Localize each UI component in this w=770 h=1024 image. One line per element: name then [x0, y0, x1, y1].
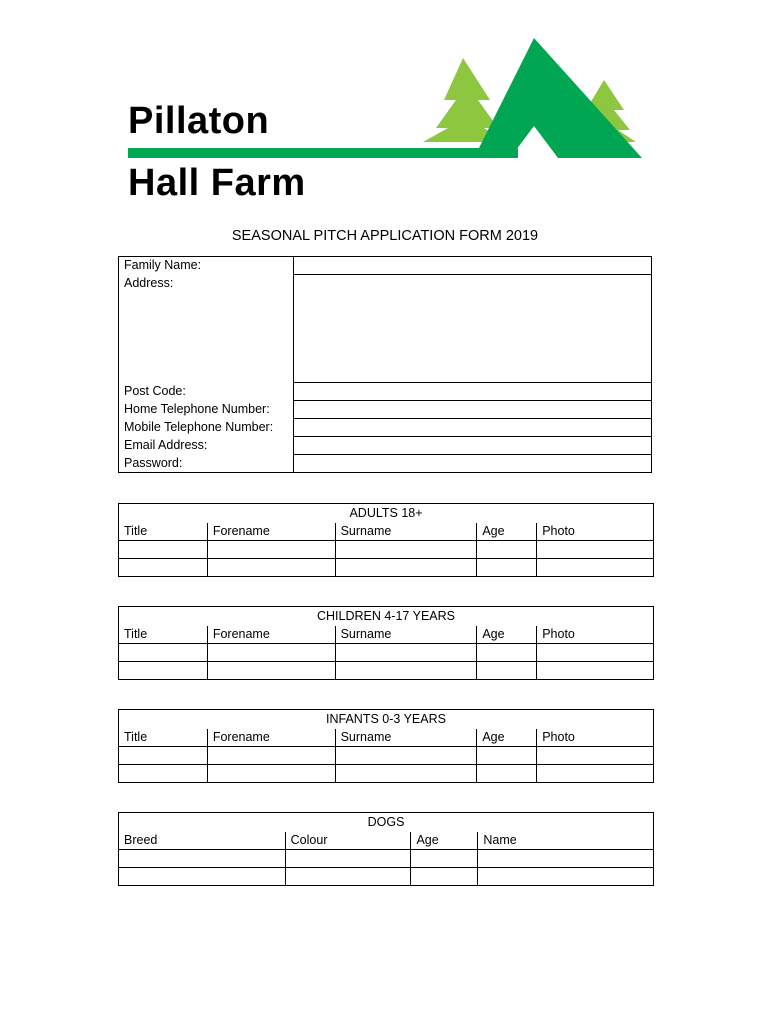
input-cell[interactable]	[119, 559, 208, 577]
post-code-field[interactable]	[294, 383, 652, 401]
input-cell[interactable]	[477, 644, 537, 662]
column-header: Name	[478, 832, 654, 850]
logo-text-line2: Hall Farm	[128, 162, 306, 204]
table-row	[119, 747, 654, 765]
input-cell[interactable]	[477, 559, 537, 577]
contact-details-table	[118, 256, 652, 473]
input-cell[interactable]	[119, 868, 286, 886]
input-cell[interactable]	[207, 644, 335, 662]
children-table	[118, 606, 654, 680]
input-cell[interactable]	[477, 662, 537, 680]
table-row	[119, 644, 654, 662]
input-cell[interactable]	[119, 747, 208, 765]
field-label-home-telephone: Home Telephone Number:	[119, 401, 294, 419]
column-header: Age	[411, 832, 478, 850]
column-header: Breed	[119, 832, 286, 850]
field-label-family-name: Family Name:	[119, 257, 294, 275]
input-cell[interactable]	[207, 541, 335, 559]
table-row	[119, 850, 654, 868]
column-header: Age	[477, 523, 537, 541]
column-header: Forename	[207, 523, 335, 541]
tent-icon	[474, 38, 642, 158]
adults-table	[118, 503, 654, 577]
input-cell[interactable]	[411, 868, 478, 886]
table-row	[119, 541, 654, 559]
column-header: Photo	[537, 626, 654, 644]
adults-heading: ADULTS 18+	[119, 504, 654, 524]
column-header: Age	[477, 729, 537, 747]
input-cell[interactable]	[119, 662, 208, 680]
mobile-telephone-field[interactable]	[294, 419, 652, 437]
field-label-mobile-telephone: Mobile Telephone Number:	[119, 419, 294, 437]
input-cell[interactable]	[478, 850, 654, 868]
infants-heading: INFANTS 0-3 YEARS	[119, 710, 654, 730]
input-cell[interactable]	[477, 747, 537, 765]
password-field[interactable]	[294, 455, 652, 473]
input-cell[interactable]	[537, 559, 654, 577]
dogs-heading: DOGS	[119, 813, 654, 833]
input-cell[interactable]	[335, 765, 477, 783]
email-field[interactable]	[294, 437, 652, 455]
column-header: Photo	[537, 729, 654, 747]
input-cell[interactable]	[285, 868, 411, 886]
input-cell[interactable]	[335, 662, 477, 680]
address-field[interactable]	[294, 275, 652, 383]
family-name-field[interactable]	[294, 257, 652, 275]
column-header: Title	[119, 729, 208, 747]
field-label-email: Email Address:	[119, 437, 294, 455]
column-header: Forename	[207, 626, 335, 644]
input-cell[interactable]	[537, 662, 654, 680]
infants-table	[118, 709, 654, 783]
input-cell[interactable]	[119, 644, 208, 662]
column-header: Surname	[335, 523, 477, 541]
input-cell[interactable]	[207, 559, 335, 577]
logo-bar	[128, 148, 518, 158]
field-label-password: Password:	[119, 455, 294, 473]
input-cell[interactable]	[335, 644, 477, 662]
input-cell[interactable]	[207, 765, 335, 783]
table-row	[119, 559, 654, 577]
home-telephone-field[interactable]	[294, 401, 652, 419]
column-header: Photo	[537, 523, 654, 541]
logo-text-line1: Pillaton	[128, 100, 270, 142]
input-cell[interactable]	[537, 765, 654, 783]
input-cell[interactable]	[207, 662, 335, 680]
input-cell[interactable]	[537, 747, 654, 765]
column-header: Title	[119, 523, 208, 541]
table-row	[119, 868, 654, 886]
input-cell[interactable]	[411, 850, 478, 868]
table-row	[119, 765, 654, 783]
input-cell[interactable]	[477, 765, 537, 783]
dogs-table	[118, 812, 654, 886]
input-cell[interactable]	[335, 559, 477, 577]
input-cell[interactable]	[477, 541, 537, 559]
column-header: Surname	[335, 729, 477, 747]
children-heading: CHILDREN 4-17 YEARS	[119, 607, 654, 627]
farm-logo	[118, 30, 648, 210]
input-cell[interactable]	[335, 747, 477, 765]
input-cell[interactable]	[478, 868, 654, 886]
column-header: Age	[477, 626, 537, 644]
column-header: Colour	[285, 832, 411, 850]
field-label-address: Address:	[119, 275, 294, 383]
input-cell[interactable]	[119, 850, 286, 868]
input-cell[interactable]	[335, 541, 477, 559]
input-cell[interactable]	[119, 541, 208, 559]
input-cell[interactable]	[207, 747, 335, 765]
field-label-post-code: Post Code:	[119, 383, 294, 401]
table-row	[119, 662, 654, 680]
input-cell[interactable]	[285, 850, 411, 868]
form-title: SEASONAL PITCH APPLICATION FORM 2019	[231, 228, 539, 244]
column-header: Forename	[207, 729, 335, 747]
column-header: Surname	[335, 626, 477, 644]
input-cell[interactable]	[119, 765, 208, 783]
column-header: Title	[119, 626, 208, 644]
input-cell[interactable]	[537, 541, 654, 559]
input-cell[interactable]	[537, 644, 654, 662]
